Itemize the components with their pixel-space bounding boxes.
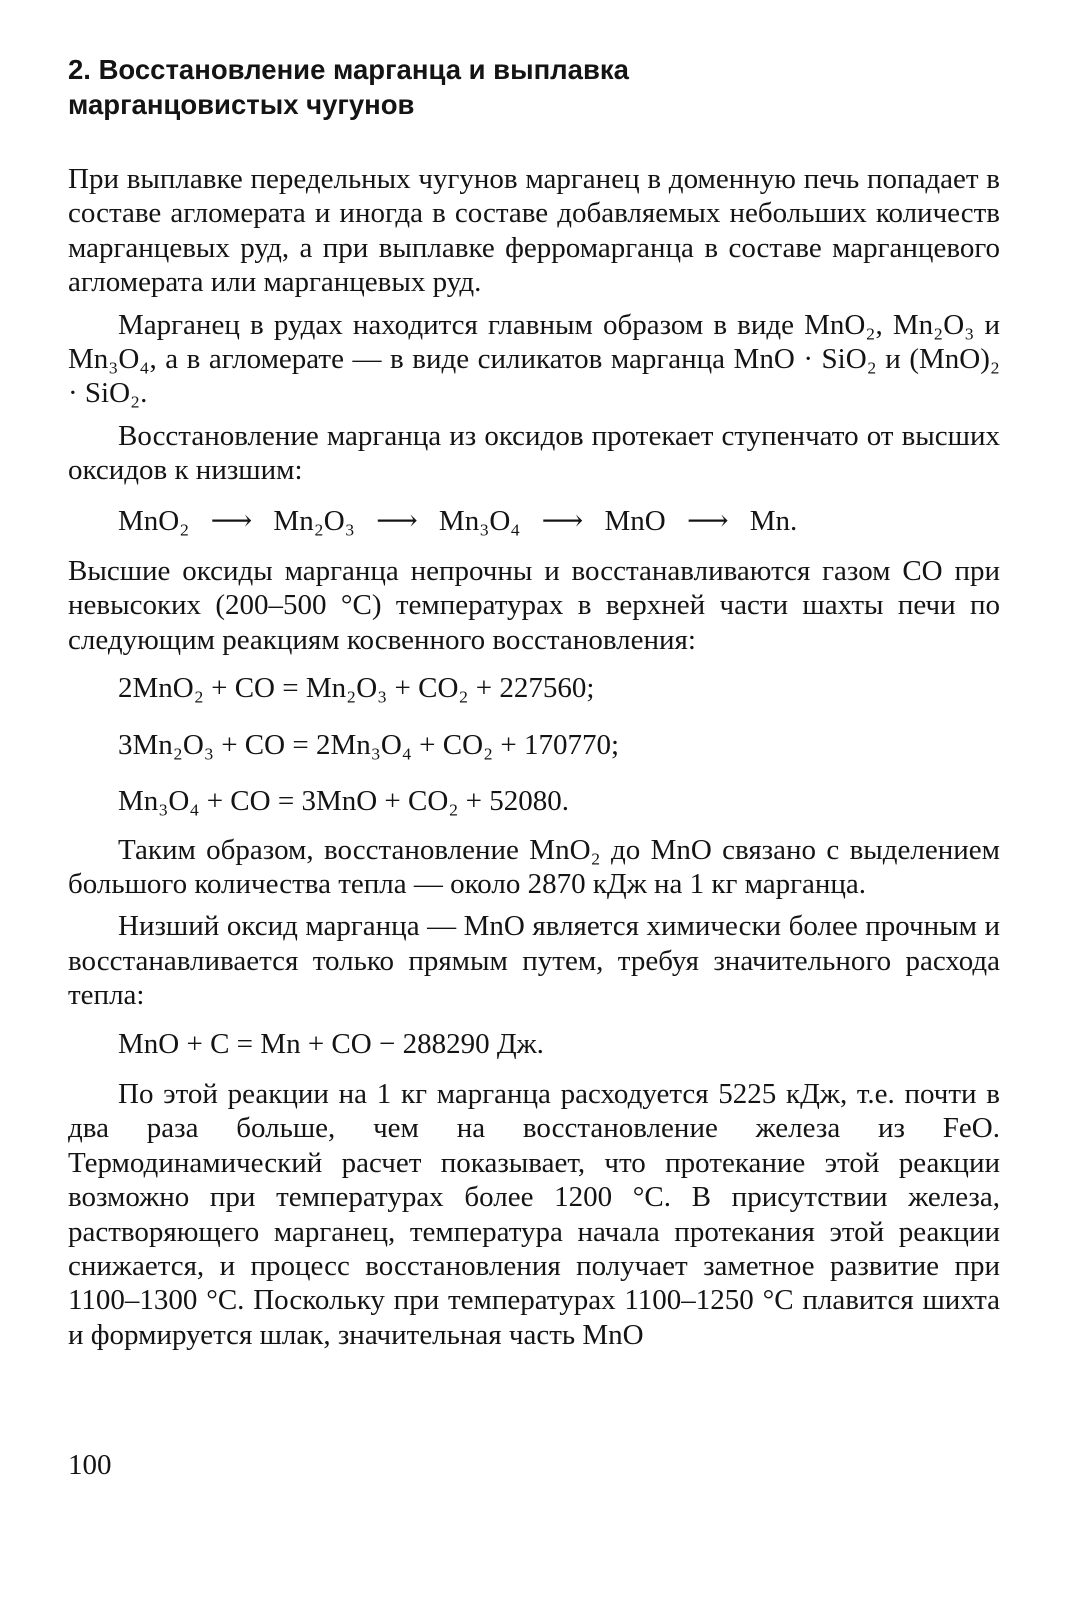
paragraph-stepwise: Восстановление марганца из оксидов протекает ступенчато от высших оксидов к низшим: — [68, 419, 1000, 487]
paragraph-energy: По этой реакции на 1 кг марганца расходуется 5225 кДж, т.е. почти в два раза больше, чем на восстановление железа из FeO. Термодинамический расчет показывает, что протекание этой реакции возможно при температурах более 1200 °С. В присутствии железа, растворяющего марганец, температура начала протекания этой реакции снижается, и процесс восстановления получает заметное развитие при 1100–1300 °С. Поскольку при температурах 1100–1250 °С плавится шихта и формируется шлак, значительная часть MnO — [68, 1077, 1000, 1351]
paragraph-heat-release: Таким образом, восстановление MnO₂ до MnO связано с выделением большого количества тепла — около 2870 кДж на 1 кг марганца. — [68, 833, 1000, 900]
equation-reaction-3: Mn₃O₄ + CO = 3MnO + CO₂ + 52080. — [118, 785, 570, 818]
equation-reaction-1: 2MnO₂ + CO = Mn₂O₃ + CO₂ + 227560; — [118, 672, 595, 705]
paragraph-lower-oxide: Низший оксид марганца — MnO является химически более прочным и восстанавливается только прямым путем, требуя значительного расхода тепла: — [68, 910, 1000, 1012]
heading-line-1: 2. Восстановление марганца и выплавка — [68, 54, 629, 85]
paragraph-ores: Марганец в рудах находится главным образом в виде MnO₂, Mn₂O₃ и Mn₃O₄, а в агломерате — в виде силикатов марганца MnO · SiO₂ и (MnO)₂ · SiO₂. — [68, 308, 1000, 410]
paragraph-intro: При выплавке передельных чугунов марганец в доменную печь попадает в составе агломерата и иногда в составе добавляемых небольших количеств марганцевых руд, а при выплавке ферромарганца в составе марганцевого агломерата или марганцевых руд. — [68, 163, 1000, 299]
paragraph-higher-oxides: Высшие оксиды марганца непрочны и восстанавливаются газом CO при невысоких (200–500 °С) температурах в верхней части шахты печи по следующим реакциям косвенного восстановления: — [68, 555, 1000, 656]
heading-line-2: марганцовистых чугунов — [68, 89, 415, 120]
equation-direct-reduction: MnO + C = Mn + CO − 288290 Дж. — [118, 1027, 544, 1060]
section-heading — [68, 52, 1000, 122]
equation-reduction-chain: MnO₂ ⟶ Mn₂O₃ ⟶ Mn₃O₄ ⟶ MnO ⟶ Mn. — [118, 504, 798, 537]
page-number: 100 — [68, 1449, 112, 1481]
equation-reaction-2: 3Mn₂O₃ + CO = 2Mn₃O₄ + CO₂ + 170770; — [118, 728, 620, 761]
